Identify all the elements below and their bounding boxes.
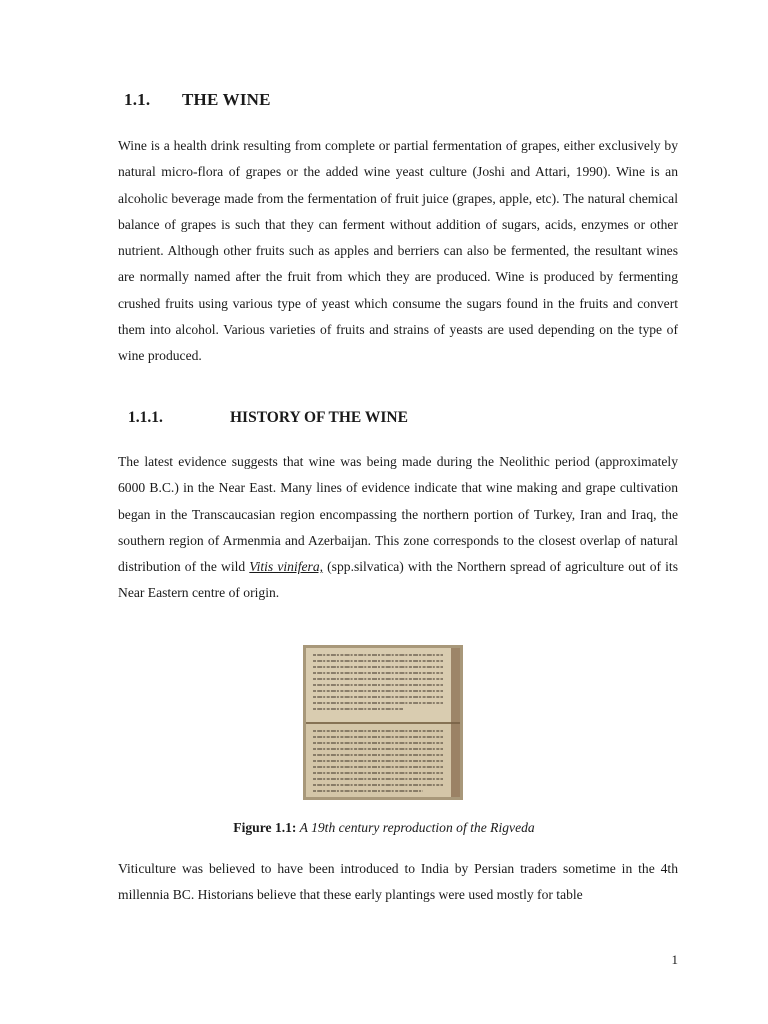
figure-label: Figure 1.1:	[233, 820, 297, 835]
species-name: Vitis vinifera,	[249, 559, 324, 575]
intro-paragraph: Wine is a health drink resulting from complete or partial fermentation of grapes, either exclusively by natural micro-flora of grapes or the added wine yeast culture (Joshi and Attari, 1990). Wine is an alcoholic beverage made from the fermentation of fruit juice (grapes, apple, etc). The natural chemical balance of grapes is such that they can ferment without addition of sugars, acids, enzymes or other nutrient. Although other fruits such as apples and berriers can also be fermented, the resultant wines are normally named after the fruit from which they are produced. Wine is produced by fermenting crushed fruits using various type of yeast which consume the sugars found in the fruits and convert them into alcohol. Various varieties of fruits and strains of yeasts are used depending on the type of wine produced.	[118, 138, 678, 364]
figure-caption	[0, 820, 768, 836]
history-paragraph-end: (spp.silvatica) with the Northern spread of agriculture out of its Near Eastern centre of origin.	[118, 559, 678, 601]
section-number: 1.1.	[124, 90, 151, 109]
manuscript-illustration	[303, 645, 463, 800]
rigveda-manuscript-image	[303, 645, 463, 800]
section-title: THE WINE	[182, 90, 271, 109]
subsection-title: HISTORY OF THE WINE	[230, 409, 408, 426]
page-number: 1	[671, 952, 678, 967]
subsection-heading	[124, 409, 408, 427]
figure-caption-text: A 19th century reproduction of the Rigveda	[296, 820, 535, 835]
section-heading	[124, 90, 271, 110]
history-paragraph-start: The latest evidence suggests that wine was being made during the Neolithic period (approximately 6000 B.C.) in the Near East. Many lines of evidence indicate that wine making and grape cultivation began in the Transcaucasian region encompassing the northern portion of Turkey, Iran and Iraq, the southern region of Armenmia and Azerbaijan. This zone corresponds to the closest overlap of natural distribution of the wild	[118, 454, 678, 575]
subsection-number: 1.1.1.	[128, 409, 163, 426]
history-paragraph	[118, 449, 678, 607]
viticulture-paragraph: Viticulture was believed to have been introduced to India by Persian traders sometime in the 4th millennia BC. Historians believe that these early plantings were used mostly for table	[118, 861, 678, 903]
